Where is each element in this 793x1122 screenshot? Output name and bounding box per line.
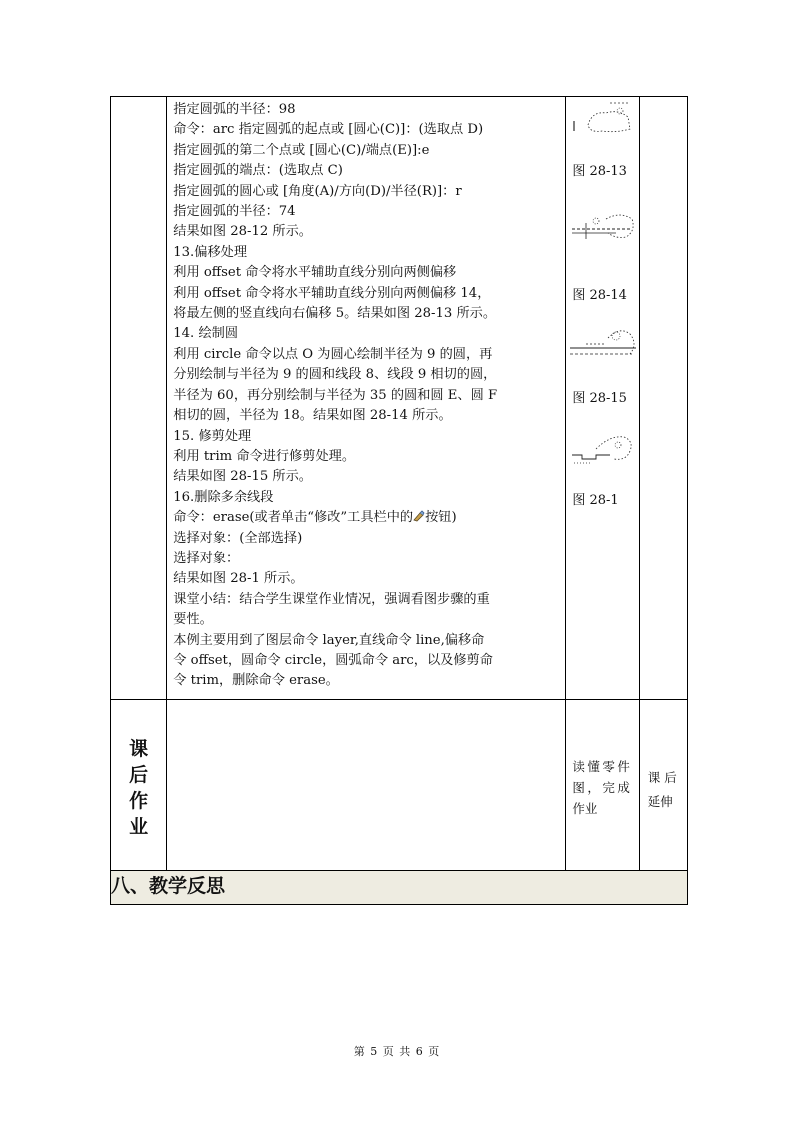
lesson-plan-table: [110, 96, 688, 905]
homework-task-line: 图，完成: [572, 780, 633, 795]
text-line: 命令：arc 指定圆弧的起点或 [圆心(C)]：(选取点 D): [173, 122, 484, 138]
figure-thumbnail-28-1: [566, 429, 639, 469]
text-line: 指定圆弧的圆心或 [角度(A)/方向(D)/半径(R)]：r: [173, 183, 462, 199]
text-line: 16.删除多余线段: [173, 489, 274, 505]
text-line: 指定圆弧的第二个点或 [圆心(C)/端点(E)]:e: [173, 142, 430, 158]
homework-task: [566, 700, 638, 819]
text-line: 指定圆弧的端点：(选取点 C): [173, 163, 343, 179]
homework-extension-cell: [639, 700, 687, 871]
homework-char: 作: [129, 790, 149, 812]
text-line: 指定圆弧的半径：74: [173, 204, 296, 220]
text-line: 指定圆弧的半径：98: [173, 102, 296, 117]
text-line: 15. 修剪处理: [173, 428, 252, 444]
homework-char: 业: [129, 816, 149, 838]
text-line: 利用 offset 命令将水平辅助直线分别向两侧偏移 14，: [173, 285, 491, 301]
footer-text: 共: [399, 1045, 411, 1058]
reflection-heading: 八、教学反思: [111, 871, 688, 905]
text-line: 令 offset，圆命令 circle，圆弧命令 arc，以及修剪命: [173, 652, 493, 668]
homework-content-cell: [167, 700, 566, 871]
summary-lines: [173, 529, 561, 692]
figures-cell: [566, 97, 639, 700]
homework-label-cell: [111, 700, 167, 871]
text-line: 利用 offset 命令将水平辅助直线分别向两侧偏移: [173, 265, 457, 281]
text-line: 利用 trim 命令进行修剪处理。: [173, 448, 356, 464]
homework-extension: [640, 700, 687, 814]
text-line: 本例主要用到了图层命令 layer,直线命令 line,偏移命: [173, 632, 485, 648]
text-line: 分别绘制与半径为 9 的圆和线段 8、线段 9 相切的圆，: [173, 367, 497, 383]
text-line: 令 trim，删除命令 erase。: [173, 673, 339, 689]
text-line: 结果如图 28-15 所示。: [173, 469, 312, 485]
figure-label: 图 28-1: [572, 493, 619, 508]
homework-task-line: 作业: [572, 801, 598, 816]
page-number: 5: [370, 1045, 378, 1058]
figure-thumbnail-28-15: [566, 324, 639, 364]
extension-line: 课 后: [647, 770, 677, 785]
figure-label: 图 28-14: [572, 288, 627, 303]
text-line: 利用 circle 命令以点 O 为圆心绘制半径为 9 的圆，再: [173, 346, 493, 362]
text-line: 结果如图 28-1 所示。: [173, 571, 304, 587]
footer-text: 第: [353, 1045, 365, 1058]
figure-label: 图 28-15: [572, 391, 627, 406]
steps-content-cell: [167, 97, 566, 700]
steps-text: [167, 97, 565, 694]
figure-thumbnail-28-14: [566, 209, 639, 245]
homework-task-cell: [566, 700, 639, 871]
homework-task-line: 读懂零件: [572, 759, 633, 774]
text-line: 选择对象：: [173, 550, 240, 566]
text-line: 要性。: [173, 612, 213, 628]
erase-command-line: [173, 508, 561, 528]
homework-char: 后: [129, 764, 149, 786]
total-pages: 6: [415, 1045, 423, 1058]
figure-thumbnail-28-13: [566, 99, 639, 137]
erase-line-suffix: 按钮): [425, 510, 457, 526]
page-footer: [0, 1043, 793, 1059]
figure-label: 图 28-13: [572, 164, 627, 179]
homework-char: 课: [129, 738, 149, 760]
text-line: 13.偏移处理: [173, 244, 248, 260]
steps-row: [111, 97, 688, 700]
erase-line-text: 命令：erase(或者单击“修改”工具栏中的: [173, 510, 414, 526]
steps-lines: [173, 100, 561, 508]
footer-text: 页: [382, 1045, 394, 1058]
footer-text: 页: [428, 1045, 440, 1058]
text-line: 14. 绘制圆: [173, 326, 239, 342]
erase-icon: [413, 509, 425, 521]
text-line: 相切的圆，半径为 18。结果如图 28-14 所示。: [173, 408, 452, 424]
row-label-cell-empty: [111, 97, 167, 700]
text-line: 课堂小结：结合学生课堂作业情况，强调看图步骤的重: [173, 591, 490, 607]
homework-label: [111, 700, 166, 840]
text-line: 结果如图 28-12 所示。: [173, 224, 312, 240]
reflection-row: [111, 871, 688, 905]
text-line: 将最左侧的竖直线向右偏移 5。结果如图 28-13 所示。: [173, 306, 497, 322]
extension-cell-empty: [639, 97, 687, 700]
extension-line: 延伸: [647, 794, 673, 809]
homework-row: [111, 700, 688, 871]
text-line: 半径为 60，再分别绘制与半径为 35 的圆和圆 E、圆 F: [173, 387, 498, 403]
text-line: 选择对象：(全部选择): [173, 530, 303, 546]
